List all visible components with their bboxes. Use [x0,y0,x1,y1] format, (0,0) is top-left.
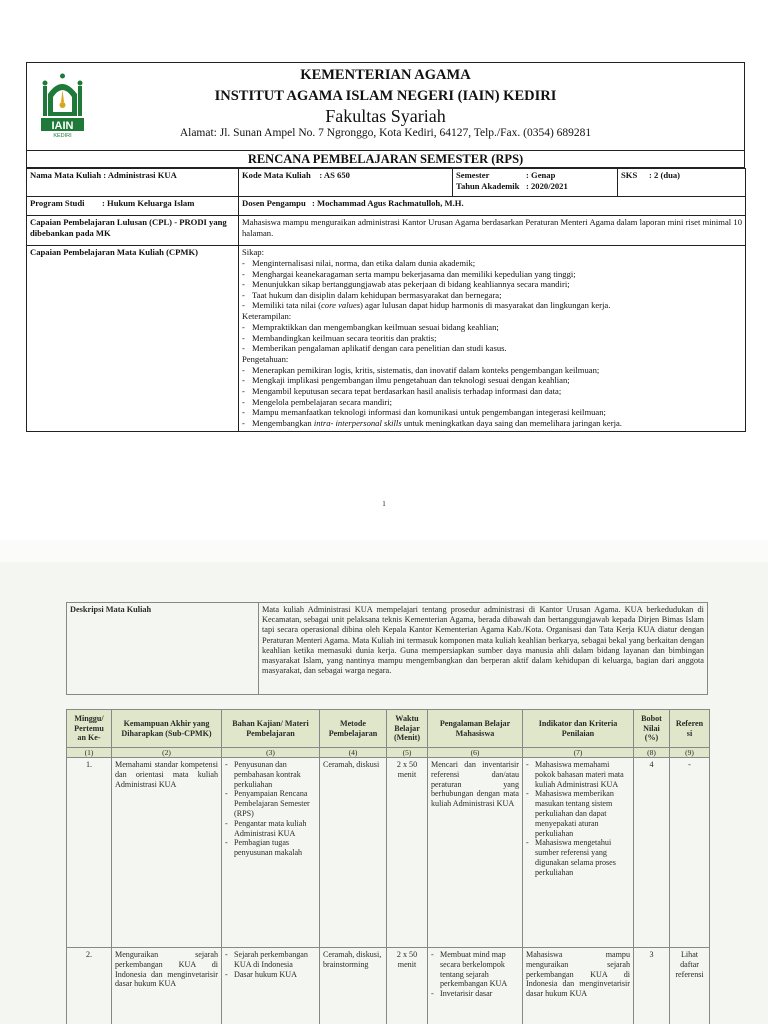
col-number: (3) [222,748,320,758]
list-item: - Membuat mind map secara berkelompok tentang sejarah perkembangan KUA [431,950,519,989]
lecturer-label: Dosen Pengampu [242,198,306,208]
column-number-row [67,748,710,758]
method: Ceramah, diskusi [320,758,387,948]
logo-text: IAIN [51,120,74,132]
list-item: - Mahasiswa mengetahui sumber referensi yang digunakan selama proses perkuliahan [526,838,630,877]
sks-cell [618,169,746,197]
academic-year-value: : 2020/2021 [526,181,568,191]
duration: 2 x 50 menit [387,758,428,948]
list-item: - Penyampaian Rencana Pembelajaran Semester (RPS) [225,789,316,818]
indicators [523,758,634,948]
semester-cell [453,169,618,197]
col-header: Indikator dan Kriteria Penilaian [523,710,634,748]
cpmk-content [239,246,746,432]
weekly-plan-table [66,709,710,1024]
col-header: Referen si [670,710,710,748]
col-header: Minggu/ Pertemu an Ke- [67,710,112,748]
materials [222,948,320,1024]
description-text: Mata kuliah Administrasi KUA mempelajari tentang prosedur administrasi di Kantor Urusan Agama. KUA berkedudukan di Kecamatan, sebagai unit pelaksana teknis Kementerian Agama, berada dibawah dan bertanggungjawab kepada Dirjen Bimas Islam tapi secara operasional dibina oleh Kepala Kantor Kementerian Agama Kab./Kota. Organisasi dan Tata Kerja KUA diatur dengan Peraturan Menteri Agama. Mata Kuliah ini termasuk komponen mata kuliah keahlian berkarya, sebagai bekal yang berkaitan dengan keahlian ketika memasuki dunia kerja. Guna mempersiapkan sumber daya manusia ahli dalam bidang layanan dan bimbingan masyarakat Islam, yang nantinya mampu mengembangkan dan berperan aktif dalam kehidupan di keluarga, bagian dari anggota masyarakat, dan sebagai warga negara. [259,603,708,695]
faculty-name: Fakultas Syariah [325,106,446,126]
text-fragment: Mengembangkan [252,417,314,428]
prodi-value: : Hukum Keluarga Islam [102,198,195,208]
method: Ceramah, diskusi, brainstorming [320,948,387,1024]
list-item [242,418,742,429]
description-label: Deskripsi Mata Kuliah [67,603,259,695]
course-code-value: : AS 650 [319,170,350,180]
list-item: - Mengambil keputusan secara tepat berdasarkan hasil analisis terhadap informasi dan data; [242,386,742,397]
page-number: 1 [382,500,386,508]
rps-page-1 [26,62,745,432]
semester-value: : Genap [526,170,556,180]
sub-cpmk: Menguraikan sejarah perkembangan KUA di Indonesia dan menginvetarisir dasar hukum KUA [112,948,222,1024]
list-item: - Penyusunan dan pembahasan kontrak perkuliahan [225,760,316,789]
cpl-value: Mahasiswa mampu menguraikan administrasi Kantor Urusan Agama berdasarkan Peraturan Menteri Agama dalam laporan mini riset minimal 10 halaman. [239,216,746,246]
list-item: - Dasar hukum KUA [225,970,316,980]
lecturer-cell [239,197,746,216]
col-number: (2) [112,748,222,758]
list-item: - Mengkaji implikasi pengembangan ilmu pengetahuan dan teknologi sesuai dengan keahlian; [242,375,742,386]
sks-label: SKS [621,170,638,180]
col-number: (5) [387,748,428,758]
list-item [242,300,742,311]
keterampilan-list [242,322,742,354]
col-header: Metode Pembelajaran [320,710,387,748]
experience-list [431,950,519,999]
text-fragment: untuk meningkatkan daya saing dan memelihara jaringan kerja. [401,417,622,428]
italic-term: intra- interpersonal skills [313,417,402,428]
italic-term: core values [320,300,361,311]
institute-name: INSTITUT AGAMA ISLAM NEGERI (IAIN) KEDIRI [214,88,557,104]
list-item: - Menerapkan pemikiran logis, kritis, sistematis, dan inovatif dalam konteks pengembangan keilmuan; [242,365,742,376]
col-number: (4) [320,748,387,758]
learning-experience [428,948,523,1024]
table-row [67,948,710,1024]
learning-experience: Mencari dan inventarisir referensi dan/atau peraturan yang berhubungan dengan mata kuliah Administrasi KUA [428,758,523,948]
sub-cpmk: Memahami standar kompetensi dan orientasi mata kuliah Administrasi KUA [112,758,222,948]
col-header: Waktu Belajar (Menit) [387,710,428,748]
letterhead [26,62,745,151]
semester-label: Semester [456,170,490,180]
institute-address: Alamat: Jl. Sunan Ampel No. 7 Ngronggo, Kota Kediri, 64127, Telp./Fax. (0354) 689281 [179,127,592,139]
weight: 3 [634,948,670,1024]
table-header-row [67,710,710,748]
pengetahuan-list [242,365,742,429]
list-item: - Sejarah perkembangan KUA di Indonesia [225,950,316,970]
week-number: 1. [67,758,112,948]
indicators: Mahasiswa mampu menguraikan sejarah perkembangan KUA di Indonesia dan menginvetarisir dasar hukum KUA [523,948,634,1024]
table-row [67,758,710,948]
col-header: Bobot Nilai (%) [634,710,670,748]
col-number: (6) [428,748,523,758]
logo-subtext: KEDIRI [53,133,72,138]
col-number: (9) [670,748,710,758]
prodi-cell [27,197,239,216]
list-item: - Menginternalisasi nilai, norma, dan etika dalam dunia akademik; [242,258,742,269]
reference: - [670,758,710,948]
prodi-label: Program Studi [30,198,85,208]
list-item: - Pembagian tugas penyusunan makalah [225,838,316,858]
course-info-table [26,168,746,432]
col-header: Kemampuan Akhir yang Diharapkan (Sub-CPMK) [112,710,222,748]
rps-page-2 [0,562,768,1024]
list-item: - Mahasiswa memberikan masukan tentang sistem perkuliahan dan dapat menyepakati aturan perkuliahan [526,789,630,838]
list-item: - Mempraktikkan dan mengembangkan keilmuan sesuai bidang keahlian; [242,322,742,333]
sikap-list [242,258,742,311]
course-code-label: Kode Mata Kuliah [242,170,311,180]
materials [222,758,320,948]
text-fragment: Memiliki tata nilai ( [252,300,321,311]
course-name: Nama Mata Kuliah : Administrasi KUA [27,169,239,197]
sks-value: : 2 (dua) [649,170,681,180]
academic-year-label: Tahun Akademik [456,181,520,191]
rps-title: RENCANA PEMBELAJARAN SEMESTER (RPS) [26,151,745,168]
ministry-name: KEMENTERIAN AGAMA [300,67,471,83]
list-item: - Pengantar mata kuliah Administrasi KUA [225,819,316,839]
list-item: - Invetarisir dasar [431,989,519,999]
sikap-title: Sikap: [242,247,264,257]
list-item: - Membandingkan keilmuan secara teoritis dan praktis; [242,333,742,344]
pengetahuan-title: Pengetahuan: [242,353,289,364]
list-item: - Mengelola pembelajaran secara mandiri; [242,397,742,408]
col-number: (7) [523,748,634,758]
list-item: - Memberikan pengalaman aplikatif dengan cara penelitian dan studi kasus. [242,343,742,354]
week-number: 2. [67,948,112,1024]
list-item: - Menunjukkan sikap bertanggungjawab atas pekerjaan di bidang keahliannya secara mandiri; [242,279,742,290]
materials-list [225,760,316,858]
cpmk-label: Capaian Pembelajaran Mata Kuliah (CPMK) [27,246,239,432]
col-header: Bahan Kajian/ Materi Pembelajaran [222,710,320,748]
page-gap [0,540,768,562]
list-item: - Taat hukum dan disiplin dalam kehidupan bermasyarakat dan bernegara; [242,290,742,301]
reference: Lihat daftar referensi [670,948,710,1024]
list-item: - Mampu memanfaatkan teknologi informasi dan komunikasi untuk pengembangan integerasi keilmuan; [242,407,742,418]
course-description-table [66,602,708,695]
list-item: - Mahasiswa memahami pokok bahasan materi mata kuliah Administrasi KUA [526,760,630,789]
text-fragment: ) agar lulusan dapat hidup harmonis di masyarakat dan lingkungan kerja. [360,300,611,311]
weight: 4 [634,758,670,948]
col-number: (1) [67,748,112,758]
course-code-cell [239,169,453,197]
col-number: (8) [634,748,670,758]
duration: 2 x 50 menit [387,948,428,1024]
keterampilan-title: Keterampilan: [242,310,292,321]
lecturer-value: : Mochammad Agus Rachmatulloh, M.H. [312,198,464,208]
col-header: Pengalaman Belajar Mahasiswa [428,710,523,748]
list-item: - Menghargai keanekaragaman serta mampu bekerjasama dan memiliki kepedulian yang tinggi; [242,269,742,280]
cpl-label: Capaian Pembelajaran Lulusan (CPL) - PRODI yang dibebankan pada MK [27,216,239,246]
materials-list [225,950,316,979]
indicators-list [526,760,630,878]
